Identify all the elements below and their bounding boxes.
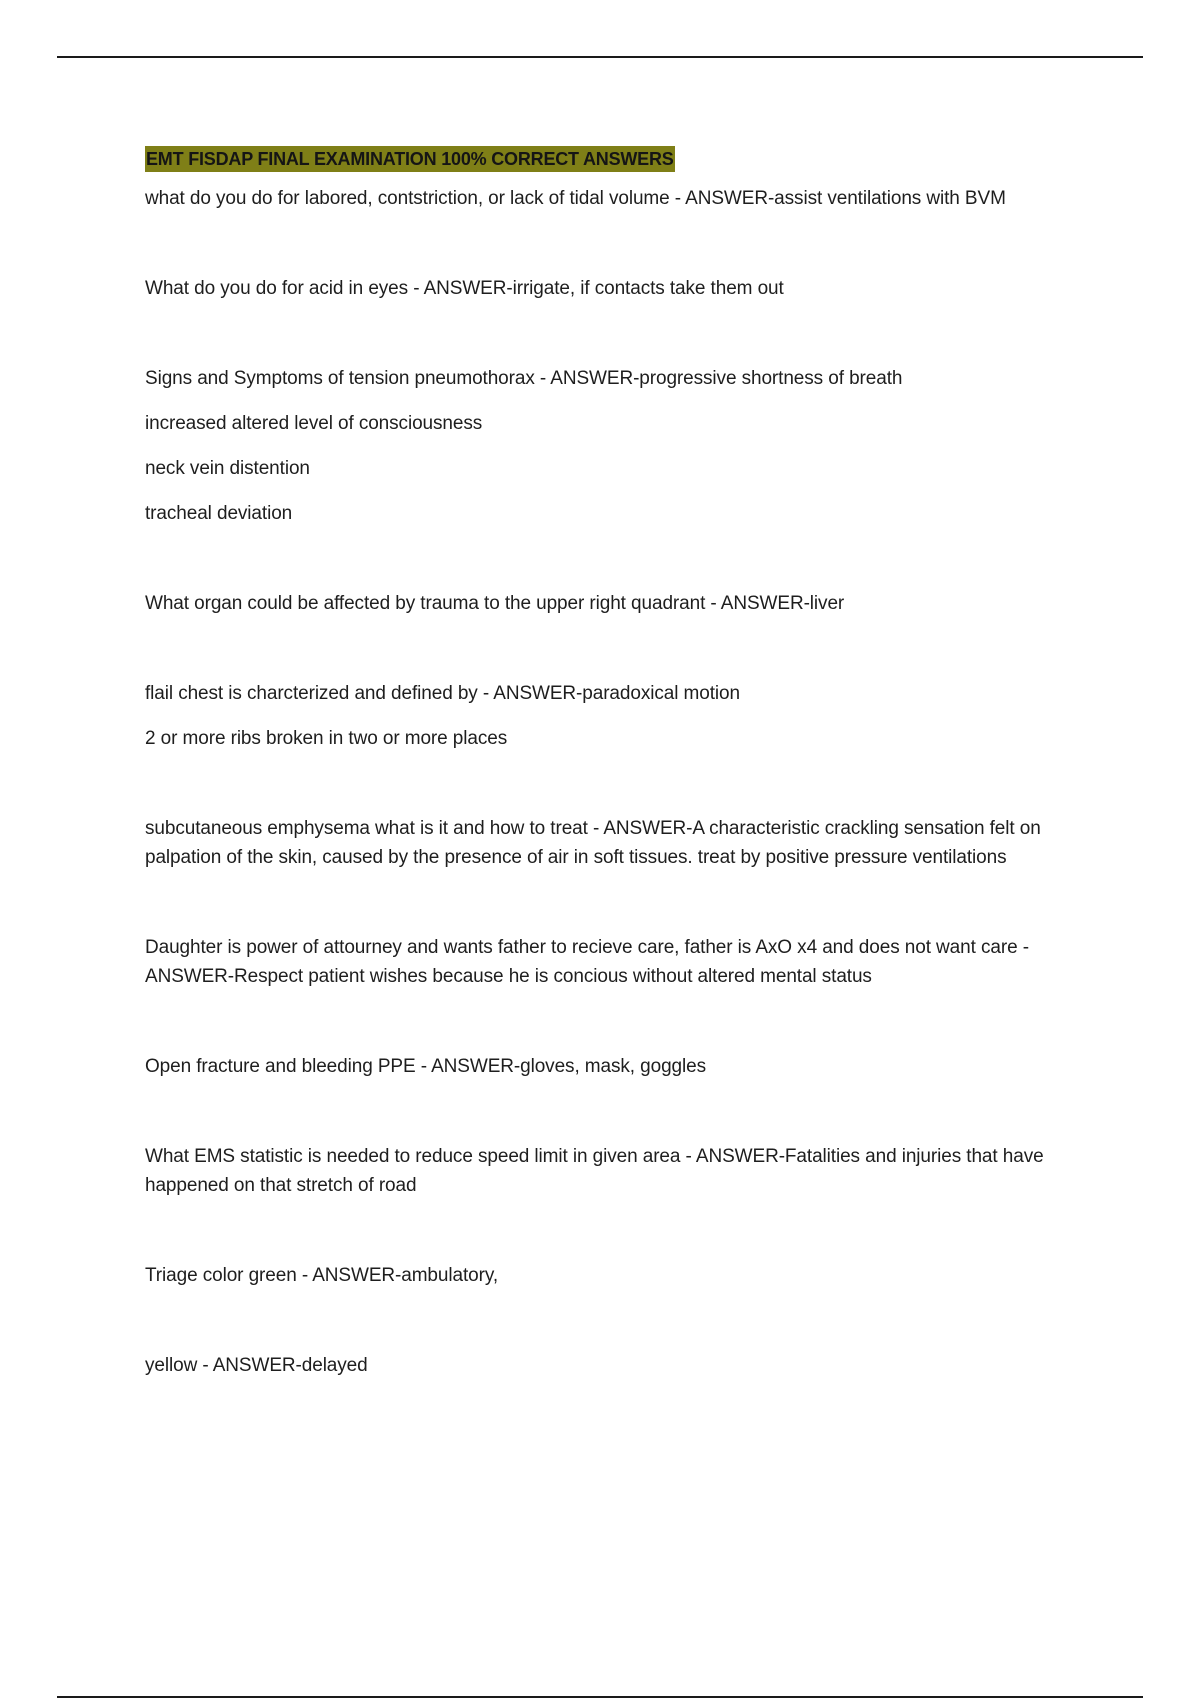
qa-line: increased altered level of consciousness [145,413,483,434]
qa-line: Triage color green - ANSWER-ambulatory, [145,1265,498,1286]
qa-item [145,1261,1095,1290]
qa-line: What organ could be affected by trauma to the upper right quadrant - ANSWER-liver [145,593,845,614]
qa-line: Signs and Symptoms of tension pneumothorax - ANSWER-progressive shortness of breath [145,368,903,389]
header-rule [57,56,1143,58]
qa-item [145,589,1095,618]
qa-item [145,364,1095,528]
document-body [145,146,1095,1380]
qa-line: yellow - ANSWER-delayed [145,1355,368,1376]
qa-line: What do you do for acid in eyes - ANSWER-irrigate, if contacts take them out [145,278,784,299]
qa-item [145,274,1095,303]
qa-item [145,1351,1095,1380]
qa-line: Daughter is power of attourney and wants father to recieve care, father is AxO x4 and does not want care - ANSWER-Respect patient wishes because he is concious without altered mental status [145,937,1029,987]
qa-item [145,933,1095,991]
qa-line: neck vein distention [145,458,310,479]
qa-item [145,679,1095,753]
qa-line: What EMS statistic is needed to reduce speed limit in given area - ANSWER-Fatalities and injuries that have happened on that stretch of road [145,1146,1044,1196]
qa-line: 2 or more ribs broken in two or more places [145,728,508,749]
qa-line: Open fracture and bleeding PPE - ANSWER-gloves, mask, goggles [145,1056,707,1077]
qa-line: tracheal deviation [145,503,293,524]
qa-item [145,814,1095,872]
document-title-wrapper [145,146,1095,172]
qa-line: subcutaneous emphysema what is it and how to treat - ANSWER-A characteristic crackling sensation felt on palpation of the skin, caused by the presence of air in soft tissues. treat by positive pressure ventilations [145,818,1041,868]
qa-item [145,184,1095,213]
qa-line: flail chest is charcterized and defined by - ANSWER-paradoxical motion [145,683,740,704]
qa-item [145,1052,1095,1081]
document-title: EMT FISDAP FINAL EXAMINATION 100% CORRECT ANSWERS [145,146,675,172]
qa-item [145,1142,1095,1200]
footer-rule [57,1696,1143,1698]
qa-line: what do you do for labored, contstriction, or lack of tidal volume - ANSWER-assist ventilations with BVM [145,188,1006,209]
